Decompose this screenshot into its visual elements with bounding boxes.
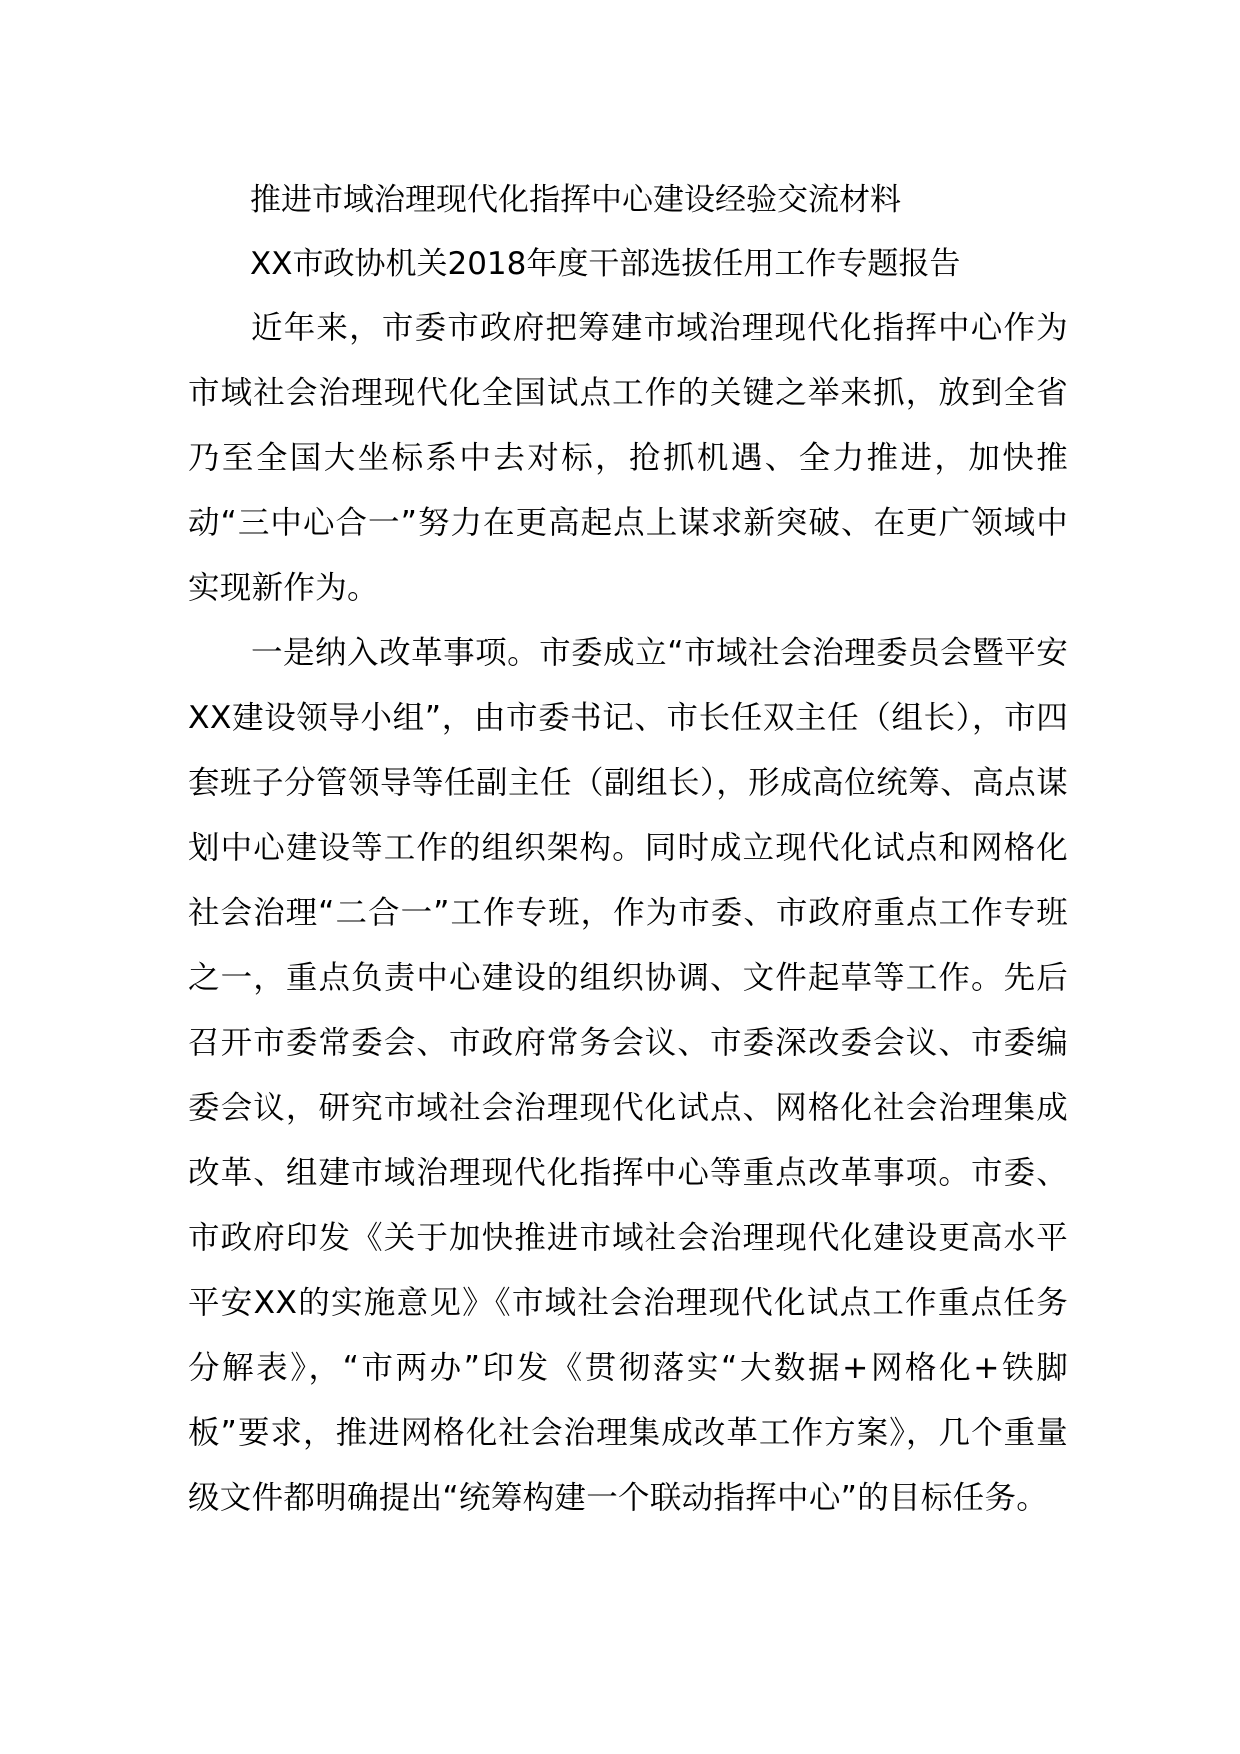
paragraph-reform-items: 一是纳入改革事项。市委成立“市域社会治理委员会暨平安XX建设领导小组”，由市委书记、市长任双主任（组长），市四套班子分管领导等任副主任（副组长），形成高位统筹、高点谋划中心建设等工作的组织架构。同时成立现代化试点和网格化社会治理“二合一”工作专班，作为市委、市政府重点工作专班之一，重点负责中心建设的组织协调、文件起草等工作。先后召开市委常委会、市政府常务会议、市委深改委会议、市委编委会议，研究市域社会治理现代化试点、网格化社会治理集成改革、组建市域治理现代化指挥中心等重点改革事项。市委、市政府印发《关于加快推进市域社会治理现代化建设更高水平平安XX的实施意见》《市域社会治理现代化试点工作重点任务分解表》，“市两办”印发《贯彻落实“大数据+网格化+铁脚板”要求，推进网格化社会治理集成改革工作方案》，几个重量级文件都明确提出“统筹构建一个联动指挥中心”的目标任务。 xyxy=(188,635,1068,1516)
paragraph-intro: 近年来，市委市政府把筹建市域治理现代化指挥中心作为市域社会治理现代化全国试点工作的关键之举来抓，放到全省乃至全国大坐标系中去对标，抢抓机遇、全力推进，加快推动“三中心合一”努力在更高起点上谋求新突破、在更广领域中实现新作为。 xyxy=(188,310,1068,606)
document-title: 推进市域治理现代化指挥中心建设经验交流材料 xyxy=(250,182,901,218)
document-subtitle: XX市政协机关2018年度干部选拔任用工作专题报告 xyxy=(250,246,961,282)
document-body xyxy=(188,168,1068,1531)
